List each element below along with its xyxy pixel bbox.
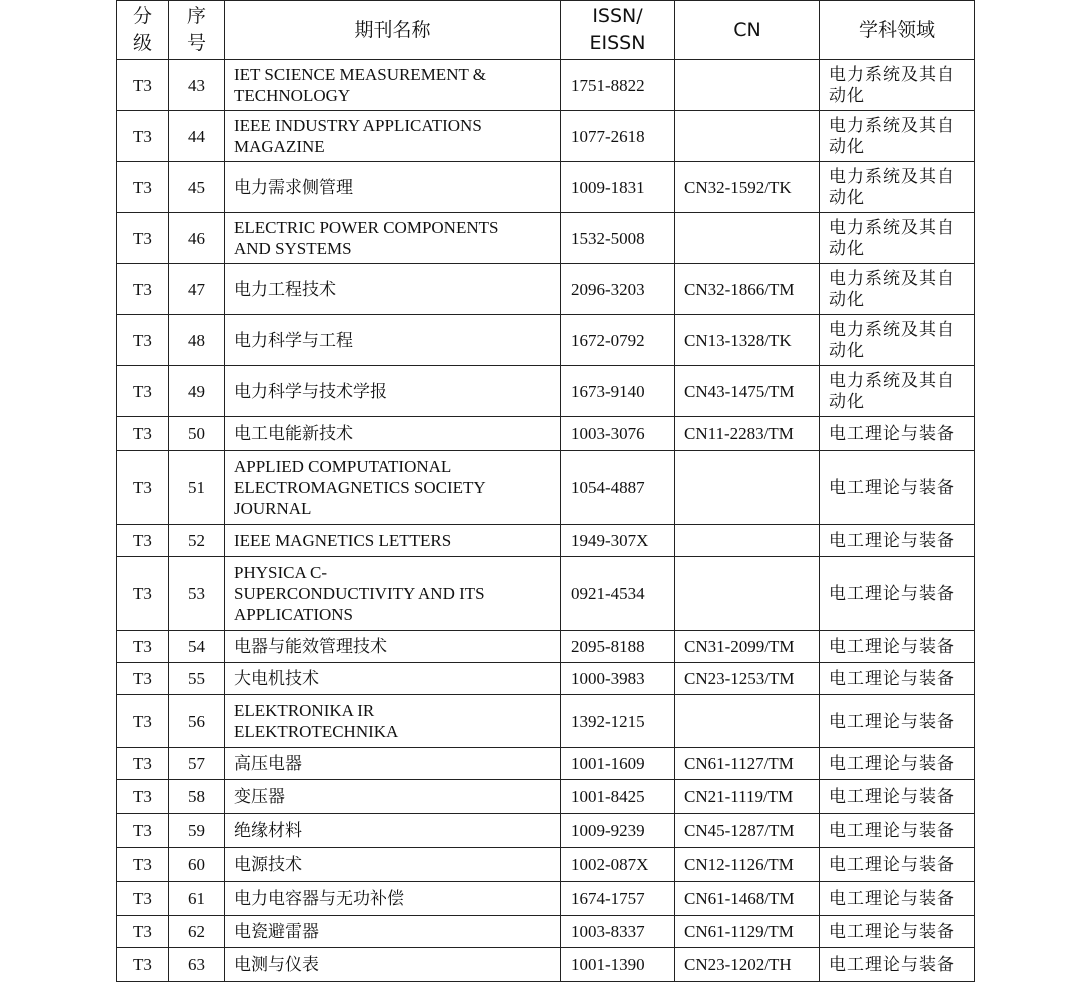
cell-journal-name: ELECTRIC POWER COMPONENTS AND SYSTEMS: [225, 213, 561, 264]
cell-journal-name: 电测与仪表: [225, 948, 561, 982]
cell-seq: 57: [169, 748, 225, 780]
cell-seq: 53: [169, 557, 225, 631]
cell-field: 电力系统及其自 动化: [820, 315, 975, 366]
cell-field: 电工理论与装备: [820, 525, 975, 557]
cell-issn: 2095-8188: [561, 631, 675, 663]
cell-level: T3: [117, 525, 169, 557]
cell-issn: 1002-087X: [561, 848, 675, 882]
table-row: [117, 264, 975, 315]
cell-journal-name: 高压电器: [225, 748, 561, 780]
cell-cn: CN61-1127/TM: [675, 748, 820, 780]
cell-issn: 1009-1831: [561, 162, 675, 213]
cell-level: T3: [117, 631, 169, 663]
cell-seq: 54: [169, 631, 225, 663]
cell-issn: 1949-307X: [561, 525, 675, 557]
cell-level: T3: [117, 162, 169, 213]
cell-cn: CN13-1328/TK: [675, 315, 820, 366]
cell-issn: 1001-1390: [561, 948, 675, 982]
cell-seq: 61: [169, 882, 225, 916]
table-row: [117, 848, 975, 882]
cell-field: 电工理论与装备: [820, 557, 975, 631]
cell-journal-name: APPLIED COMPUTATIONAL ELECTROMAGNETICS SOCIETY JOURNAL: [225, 451, 561, 525]
cell-cn: CN61-1129/TM: [675, 916, 820, 948]
cell-issn: 1003-3076: [561, 417, 675, 451]
cell-level: T3: [117, 882, 169, 916]
table-row: [117, 631, 975, 663]
cell-issn: 1001-8425: [561, 780, 675, 814]
cell-issn: 0921-4534: [561, 557, 675, 631]
cell-seq: 51: [169, 451, 225, 525]
cell-journal-name: 电力需求侧管理: [225, 162, 561, 213]
cell-level: T3: [117, 111, 169, 162]
header-field: 学科领域: [820, 1, 975, 60]
cell-seq: 52: [169, 525, 225, 557]
cell-level: T3: [117, 948, 169, 982]
cell-seq: 45: [169, 162, 225, 213]
cell-issn: 1673-9140: [561, 366, 675, 417]
header-seq: 序 号: [169, 1, 225, 60]
cell-issn: 1009-9239: [561, 814, 675, 848]
table-row: [117, 213, 975, 264]
cell-journal-name: 电源技术: [225, 848, 561, 882]
cell-cn: [675, 213, 820, 264]
cell-field: 电工理论与装备: [820, 814, 975, 848]
cell-issn: 1672-0792: [561, 315, 675, 366]
cell-cn: CN21-1119/TM: [675, 780, 820, 814]
cell-cn: CN32-1592/TK: [675, 162, 820, 213]
cell-level: T3: [117, 814, 169, 848]
cell-seq: 50: [169, 417, 225, 451]
journal-table: [116, 0, 975, 982]
cell-seq: 63: [169, 948, 225, 982]
table-row: [117, 557, 975, 631]
cell-level: T3: [117, 916, 169, 948]
cell-level: T3: [117, 695, 169, 748]
cell-issn: 2096-3203: [561, 264, 675, 315]
cell-cn: CN61-1468/TM: [675, 882, 820, 916]
table-row: [117, 366, 975, 417]
cell-cn: CN11-2283/TM: [675, 417, 820, 451]
cell-field: 电工理论与装备: [820, 948, 975, 982]
cell-cn: [675, 557, 820, 631]
cell-seq: 47: [169, 264, 225, 315]
cell-issn: 1674-1757: [561, 882, 675, 916]
cell-cn: [675, 111, 820, 162]
cell-field: 电工理论与装备: [820, 882, 975, 916]
cell-seq: 48: [169, 315, 225, 366]
table-row: [117, 695, 975, 748]
table-row: [117, 451, 975, 525]
header-name: 期刊名称: [225, 1, 561, 60]
cell-journal-name: 大电机技术: [225, 663, 561, 695]
header-cn: CN: [675, 1, 820, 60]
table-row: [117, 663, 975, 695]
cell-field: 电工理论与装备: [820, 748, 975, 780]
cell-issn: 1392-1215: [561, 695, 675, 748]
journal-table-container: [116, 0, 975, 982]
cell-level: T3: [117, 417, 169, 451]
table-row: [117, 60, 975, 111]
cell-seq: 58: [169, 780, 225, 814]
cell-seq: 43: [169, 60, 225, 111]
cell-level: T3: [117, 264, 169, 315]
cell-issn: 1054-4887: [561, 451, 675, 525]
cell-cn: [675, 451, 820, 525]
cell-seq: 44: [169, 111, 225, 162]
cell-level: T3: [117, 557, 169, 631]
cell-seq: 49: [169, 366, 225, 417]
cell-journal-name: 变压器: [225, 780, 561, 814]
cell-level: T3: [117, 366, 169, 417]
cell-level: T3: [117, 451, 169, 525]
cell-field: 电工理论与装备: [820, 663, 975, 695]
table-row: [117, 948, 975, 982]
cell-field: 电工理论与装备: [820, 451, 975, 525]
cell-level: T3: [117, 848, 169, 882]
cell-journal-name: 电力电容器与无功补偿: [225, 882, 561, 916]
cell-cn: CN23-1202/TH: [675, 948, 820, 982]
cell-journal-name: IEEE INDUSTRY APPLICATIONS MAGAZINE: [225, 111, 561, 162]
table-row: [117, 162, 975, 213]
cell-level: T3: [117, 663, 169, 695]
cell-journal-name: IET SCIENCE MEASUREMENT & TECHNOLOGY: [225, 60, 561, 111]
cell-seq: 59: [169, 814, 225, 848]
cell-journal-name: IEEE MAGNETICS LETTERS: [225, 525, 561, 557]
cell-journal-name: ELEKTRONIKA IR ELEKTROTECHNIKA: [225, 695, 561, 748]
cell-cn: CN23-1253/TM: [675, 663, 820, 695]
cell-cn: CN43-1475/TM: [675, 366, 820, 417]
cell-cn: [675, 525, 820, 557]
cell-field: 电工理论与装备: [820, 780, 975, 814]
cell-journal-name: 绝缘材料: [225, 814, 561, 848]
cell-field: 电工理论与装备: [820, 848, 975, 882]
cell-field: 电力系统及其自 动化: [820, 213, 975, 264]
cell-field: 电力系统及其自 动化: [820, 111, 975, 162]
table-row: [117, 916, 975, 948]
cell-issn: 1000-3983: [561, 663, 675, 695]
cell-field: 电力系统及其自 动化: [820, 60, 975, 111]
table-row: [117, 780, 975, 814]
cell-issn: 1077-2618: [561, 111, 675, 162]
table-row: [117, 882, 975, 916]
cell-level: T3: [117, 60, 169, 111]
cell-cn: CN12-1126/TM: [675, 848, 820, 882]
cell-issn: 1001-1609: [561, 748, 675, 780]
cell-journal-name: 电器与能效管理技术: [225, 631, 561, 663]
cell-seq: 60: [169, 848, 225, 882]
cell-field: 电工理论与装备: [820, 631, 975, 663]
cell-seq: 62: [169, 916, 225, 948]
cell-cn: CN31-2099/TM: [675, 631, 820, 663]
header-issn: ISSN/ EISSN: [561, 1, 675, 60]
table-row: [117, 525, 975, 557]
cell-field: 电力系统及其自 动化: [820, 366, 975, 417]
table-row: [117, 315, 975, 366]
cell-journal-name: PHYSICA C- SUPERCONDUCTIVITY AND ITS APPLICATIONS: [225, 557, 561, 631]
table-row: [117, 748, 975, 780]
table-row: [117, 111, 975, 162]
cell-issn: 1751-8822: [561, 60, 675, 111]
cell-seq: 56: [169, 695, 225, 748]
cell-seq: 55: [169, 663, 225, 695]
cell-issn: 1532-5008: [561, 213, 675, 264]
cell-field: 电工理论与装备: [820, 916, 975, 948]
cell-issn: 1003-8337: [561, 916, 675, 948]
cell-journal-name: 电力科学与技术学报: [225, 366, 561, 417]
cell-journal-name: 电力工程技术: [225, 264, 561, 315]
header-level: 分 级: [117, 1, 169, 60]
cell-level: T3: [117, 748, 169, 780]
cell-level: T3: [117, 315, 169, 366]
table-row: [117, 417, 975, 451]
cell-cn: [675, 60, 820, 111]
cell-cn: CN32-1866/TM: [675, 264, 820, 315]
cell-journal-name: 电力科学与工程: [225, 315, 561, 366]
table-row: [117, 814, 975, 848]
header-row: [117, 1, 975, 60]
cell-level: T3: [117, 780, 169, 814]
cell-cn: [675, 695, 820, 748]
cell-journal-name: 电瓷避雷器: [225, 916, 561, 948]
cell-journal-name: 电工电能新技术: [225, 417, 561, 451]
cell-field: 电力系统及其自 动化: [820, 264, 975, 315]
cell-level: T3: [117, 213, 169, 264]
cell-seq: 46: [169, 213, 225, 264]
cell-field: 电工理论与装备: [820, 695, 975, 748]
cell-field: 电工理论与装备: [820, 417, 975, 451]
cell-field: 电力系统及其自 动化: [820, 162, 975, 213]
cell-cn: CN45-1287/TM: [675, 814, 820, 848]
